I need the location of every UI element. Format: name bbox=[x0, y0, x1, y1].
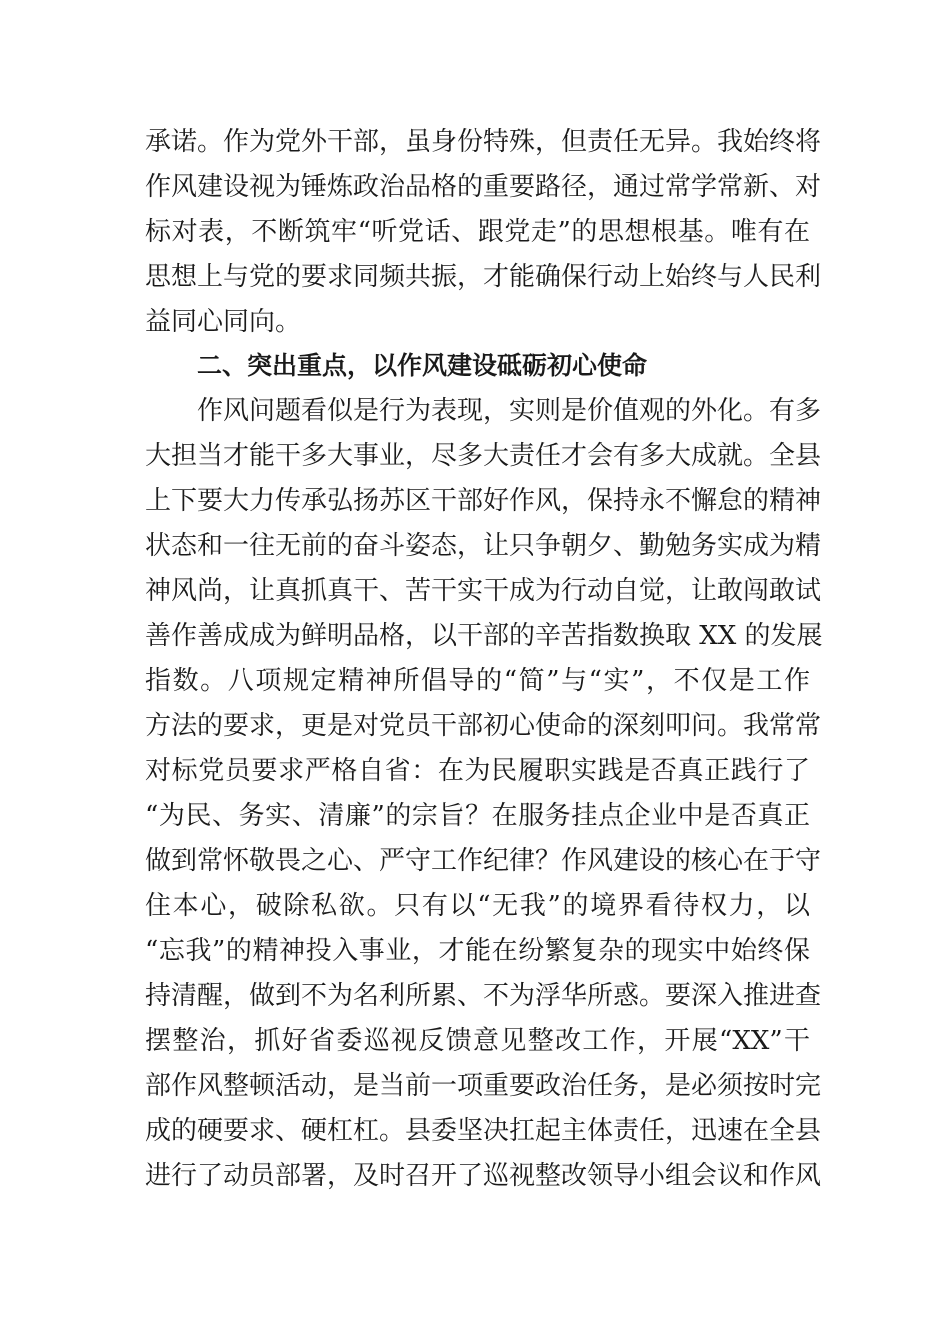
paragraph-line: 神风尚，让真抓真干、苦干实干成为行动自觉，让敢闯敢试 bbox=[145, 576, 822, 606]
paragraph-line: 成的硬要求、硬杠杠。县委坚决扛起主体责任，迅速在全县 bbox=[145, 1116, 822, 1146]
paragraph-line: 持清醒，做到不为名利所累、不为浮华所惑。要深入推进查 bbox=[145, 981, 822, 1011]
paragraph-line: 部作风整顿活动，是当前一项重要政治任务，是必须按时完 bbox=[145, 1071, 822, 1101]
paragraph-line: 标对表，不断筑牢“听党话、跟党走”的思想根基。唯有在 bbox=[145, 217, 810, 247]
section-heading: 二、突出重点，以作风建设砥砺初心使命 bbox=[197, 351, 648, 380]
paragraph-line: 住本心，破除私欲。只有以“无我”的境界看待权力，以 bbox=[145, 891, 810, 921]
paragraph-line: 指数。八项规定精神所倡导的“简”与“实”，不仅是工作 bbox=[145, 666, 810, 696]
paragraph-line: 进行了动员部署，及时召开了巡视整改领导小组会议和作风 bbox=[145, 1161, 822, 1191]
paragraph-line: 方法的要求，更是对党员干部初心使命的深刻叩问。我常常 bbox=[145, 711, 822, 741]
paragraph-line: 益同心同向。 bbox=[145, 307, 302, 337]
paragraph-line: 状态和一往无前的奋斗姿态，让只争朝夕、勤勉务实成为精 bbox=[145, 531, 822, 561]
paragraph-line: 善作善成成为鲜明品格，以干部的辛苦指数换取 XX 的发展 bbox=[145, 621, 823, 651]
paragraph-line: 承诺。作为党外干部，虽身份特殊，但责任无异。我始终将 bbox=[145, 127, 822, 157]
paragraph-line: 大担当才能干多大事业，尽多大责任才会有多大成就。全县 bbox=[145, 441, 822, 471]
paragraph-line: 作风建设视为锤炼政治品格的重要路径，通过常学常新、对 bbox=[145, 172, 822, 202]
paragraph-line: “为民、务实、清廉”的宗旨？在服务挂点企业中是否真正 bbox=[145, 801, 810, 831]
paragraph-line: 作风问题看似是行为表现，实则是价值观的外化。有多 bbox=[197, 396, 822, 426]
paragraph-line: 上下要大力传承弘扬苏区干部好作风，保持永不懈怠的精神 bbox=[145, 486, 822, 516]
paragraph-line: 做到常怀敬畏之心、严守工作纪律？作风建设的核心在于守 bbox=[145, 846, 822, 876]
paragraph-line: “忘我”的精神投入事业，才能在纷繁复杂的现实中始终保 bbox=[145, 936, 810, 966]
paragraph-line: 思想上与党的要求同频共振，才能确保行动上始终与人民利 bbox=[145, 262, 822, 292]
paragraph-line: 摆整治，抓好省委巡视反馈意见整改工作，开展“XX”干 bbox=[145, 1026, 810, 1056]
paragraph-line: 对标党员要求严格自省：在为民履职实践是否真正践行了 bbox=[145, 756, 810, 786]
